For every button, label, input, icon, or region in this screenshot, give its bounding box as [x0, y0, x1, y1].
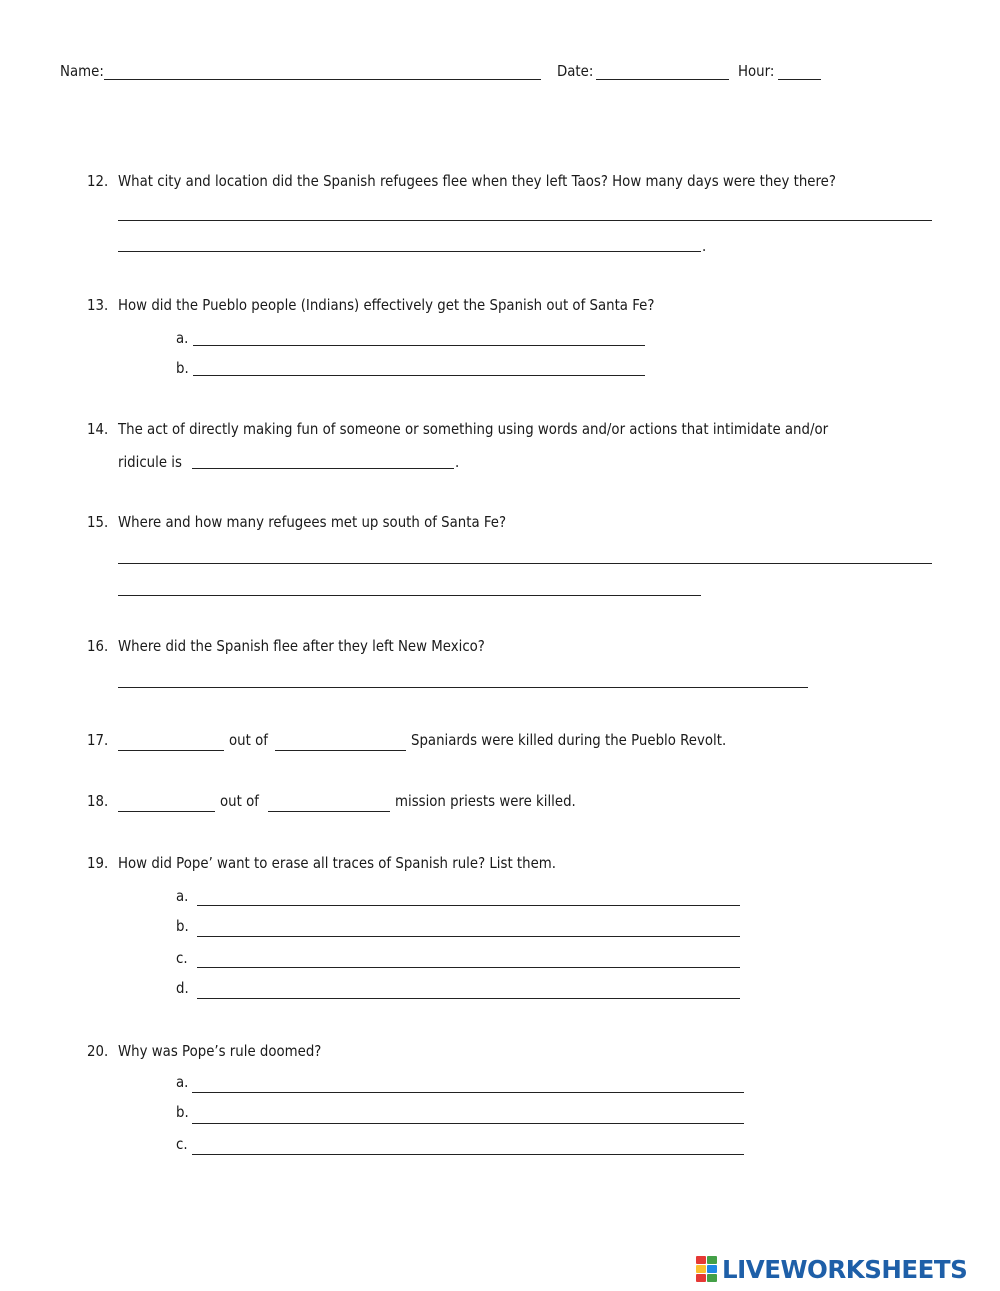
question-text: Why was Pope’s rule doomed? [118, 1042, 322, 1060]
answer-line[interactable] [118, 811, 215, 812]
period: . [702, 237, 707, 255]
logo-square-icon [696, 1265, 706, 1273]
answer-line[interactable] [192, 1123, 744, 1124]
question-number: 12. [87, 172, 109, 190]
hour-label: Hour: [738, 62, 775, 80]
hour-field[interactable] [778, 79, 821, 80]
logo-square-icon [696, 1256, 706, 1264]
date-field[interactable] [596, 79, 729, 80]
question-text: mission priests were killed. [395, 792, 576, 810]
logo-square-icon [707, 1265, 717, 1273]
question-text: Where and how many refugees met up south of Santa Fe? [118, 513, 507, 531]
question-number: 17. [87, 731, 109, 749]
item-label: a. [176, 887, 189, 905]
question-number: 14. [87, 420, 109, 438]
period: . [455, 453, 460, 471]
answer-line[interactable] [197, 998, 740, 999]
item-label: b. [176, 359, 189, 377]
answer-line[interactable] [197, 905, 740, 906]
liveworksheets-logo-icon [696, 1256, 718, 1282]
date-label: Date: [557, 62, 594, 80]
answer-line[interactable] [275, 750, 406, 751]
item-label: c. [176, 1135, 188, 1153]
name-field[interactable] [104, 79, 541, 80]
answer-line[interactable] [118, 251, 701, 252]
question-number: 15. [87, 513, 109, 531]
answer-line[interactable] [118, 750, 224, 751]
item-label: b. [176, 1103, 189, 1121]
question-text: How did Pope’ want to erase all traces of Spanish rule? List them. [118, 854, 557, 872]
question-text: The act of directly making fun of someone or something using words and/or actions that intimidate and/or [118, 420, 829, 438]
out-of-text: out of [220, 792, 259, 810]
question-text: How did the Pueblo people (Indians) effectively get the Spanish out of Santa Fe? [118, 296, 655, 314]
answer-line[interactable] [192, 1092, 744, 1093]
answer-line[interactable] [193, 345, 645, 346]
item-label: a. [176, 1073, 189, 1091]
answer-line[interactable] [118, 595, 701, 596]
logo-square-icon [696, 1274, 706, 1282]
answer-line[interactable] [192, 468, 454, 469]
liveworksheets-logo-text: LIVEWORKSHEETS [722, 1254, 968, 1284]
item-label: b. [176, 917, 189, 935]
name-label: Name: [60, 62, 104, 80]
logo-square-icon [707, 1256, 717, 1264]
answer-line[interactable] [118, 563, 932, 564]
question-number: 13. [87, 296, 109, 314]
out-of-text: out of [229, 731, 268, 749]
answer-line[interactable] [197, 936, 740, 937]
answer-line[interactable] [118, 220, 932, 221]
question-number: 20. [87, 1042, 109, 1060]
liveworksheets-logo [696, 1254, 972, 1284]
answer-line[interactable] [192, 1154, 744, 1155]
question-text-continued: ridicule is [118, 453, 182, 471]
question-number: 18. [87, 792, 109, 810]
answer-line[interactable] [193, 375, 645, 376]
item-label: c. [176, 949, 188, 967]
answer-line[interactable] [118, 687, 808, 688]
answer-line[interactable] [268, 811, 390, 812]
question-number: 19. [87, 854, 109, 872]
item-label: d. [176, 979, 189, 997]
question-text: Spaniards were killed during the Pueblo Revolt. [411, 731, 727, 749]
question-number: 16. [87, 637, 109, 655]
item-label: a. [176, 329, 189, 347]
question-text: Where did the Spanish flee after they left New Mexico? [118, 637, 485, 655]
question-text: What city and location did the Spanish refugees flee when they left Taos? How many days were they there? [118, 172, 836, 190]
logo-square-icon [707, 1274, 717, 1282]
answer-line[interactable] [197, 967, 740, 968]
